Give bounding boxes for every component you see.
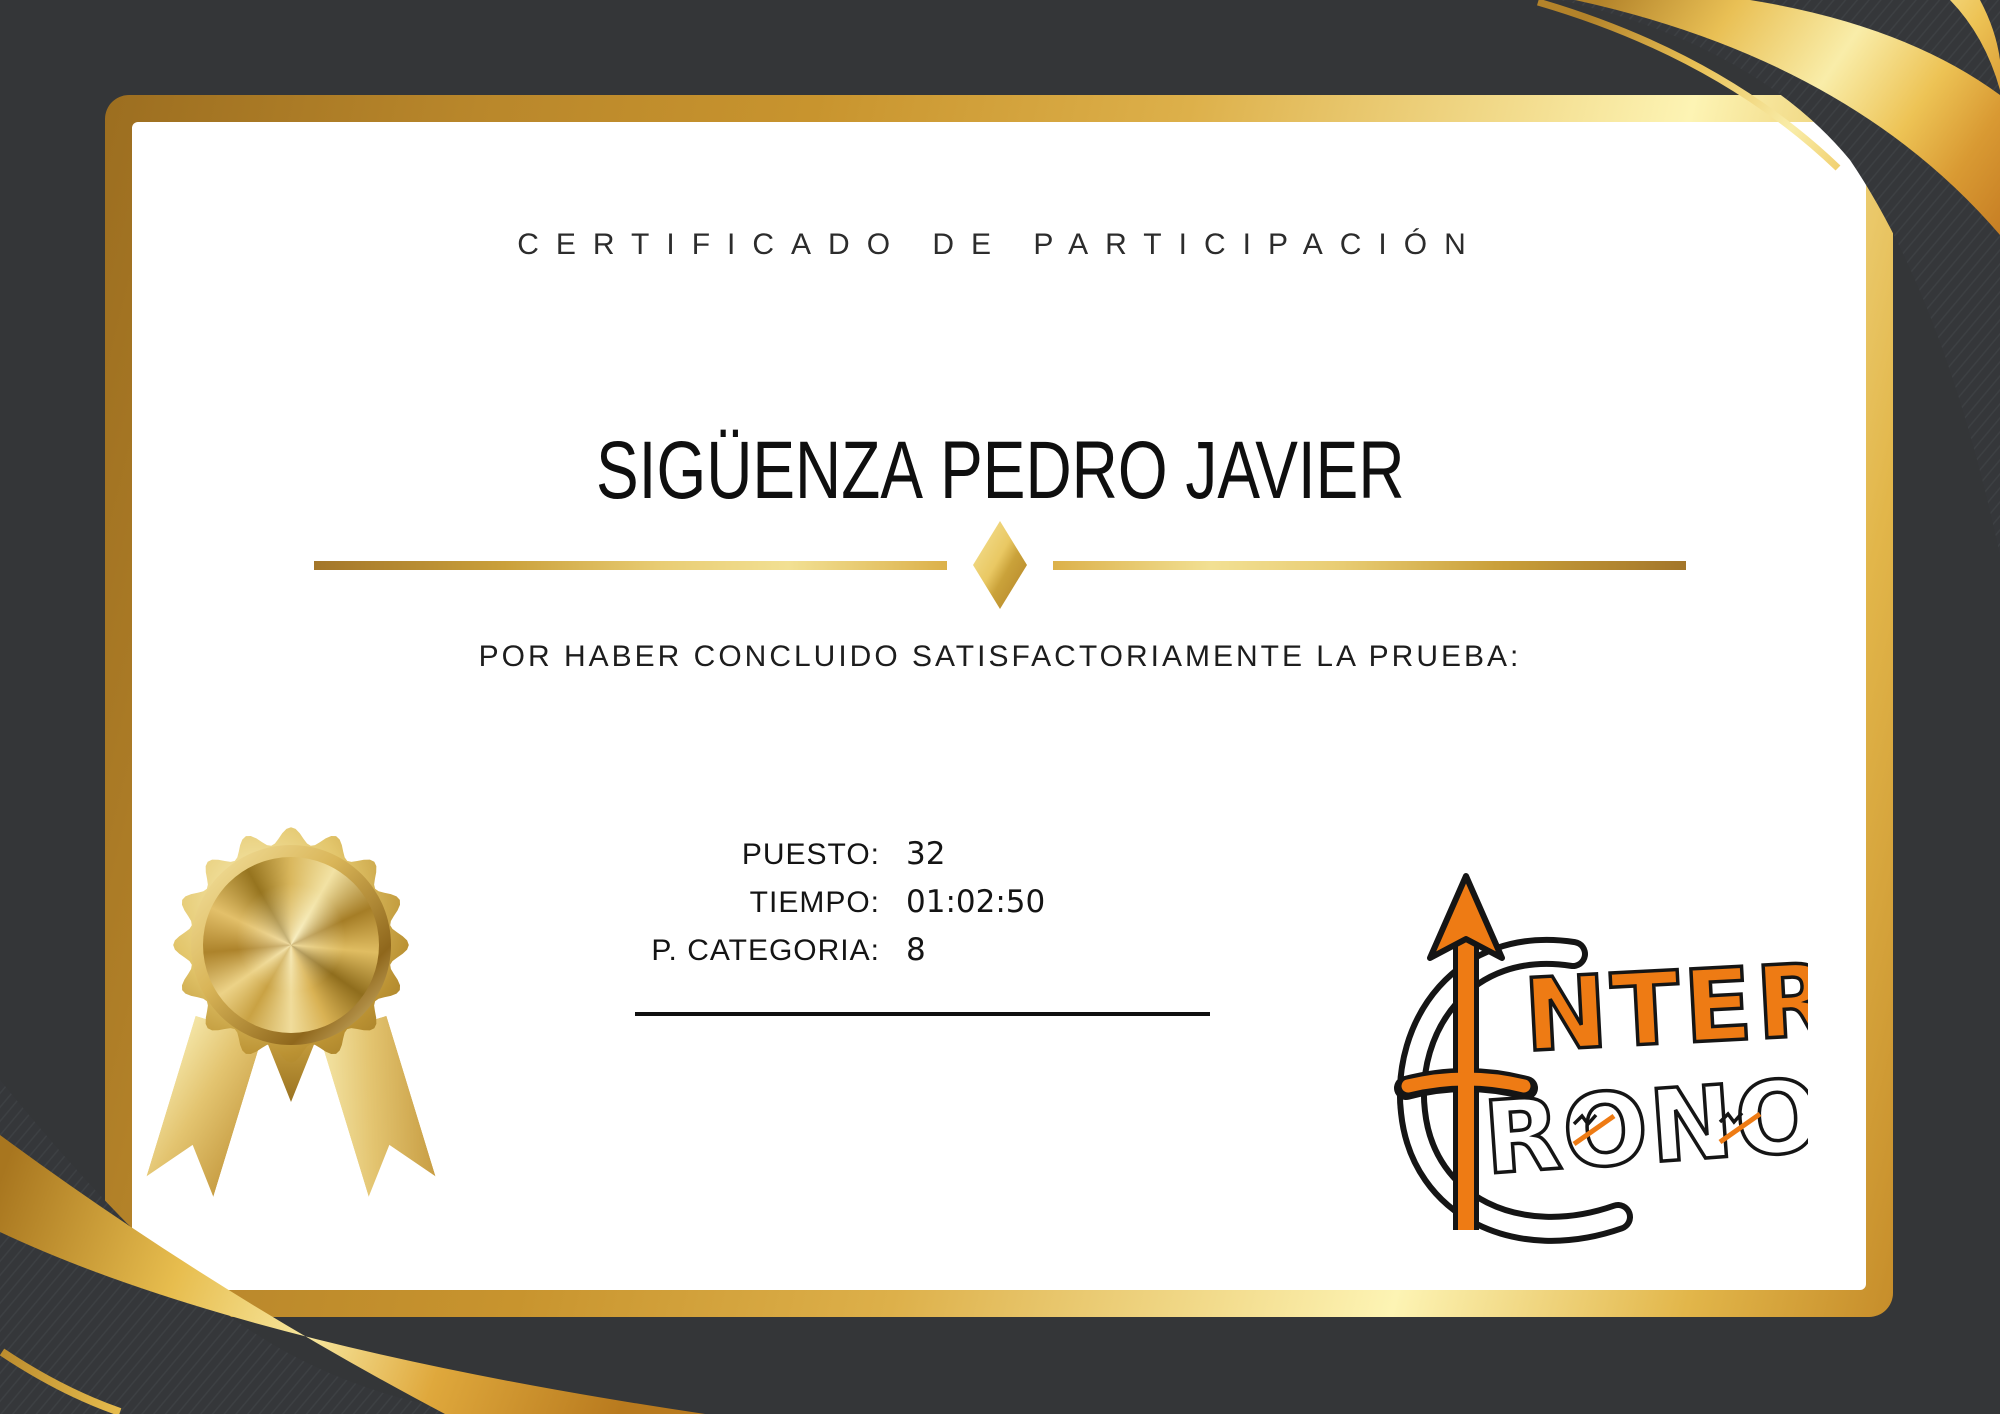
- logo-text-top: NTER: [1520, 941, 1808, 1075]
- result-row-categoria: [500, 932, 1200, 980]
- certificate-title: CERTIFICADO DE PARTICIPACIÓN: [517, 228, 1483, 261]
- recipient-surname: SIGÜENZA: [595, 425, 923, 516]
- result-label: TIEMPO:: [749, 886, 880, 919]
- certificate-subtitle: POR HABER CONCLUIDO SATISFACTORIAMENTE LA PRUEBA:: [478, 640, 1522, 673]
- recipient-name: [0, 424, 2000, 518]
- result-label: P. CATEGORIA:: [651, 934, 880, 967]
- result-row-puesto: [500, 836, 1200, 884]
- result-value: 32: [906, 836, 946, 872]
- divider-line-right: [1053, 561, 1686, 570]
- gold-medal-icon: [172, 826, 410, 1198]
- result-row-tiempo: [500, 884, 1200, 932]
- medal-disc: [203, 857, 379, 1033]
- result-value: 8: [906, 932, 926, 968]
- divider-line-left: [314, 561, 947, 570]
- results-list: [500, 836, 1200, 980]
- recipient-given-name: PEDRO JAVIER: [939, 425, 1405, 516]
- gold-diamond-icon: [973, 521, 1027, 609]
- gold-divider: [314, 519, 1686, 611]
- logo-text-bottom: RONO: [1480, 1056, 1808, 1198]
- result-label: PUESTO:: [741, 838, 880, 871]
- signature-line: [635, 1012, 1210, 1016]
- intercrono-logo: [1368, 862, 1808, 1262]
- result-value: 01:02:50: [906, 884, 1046, 920]
